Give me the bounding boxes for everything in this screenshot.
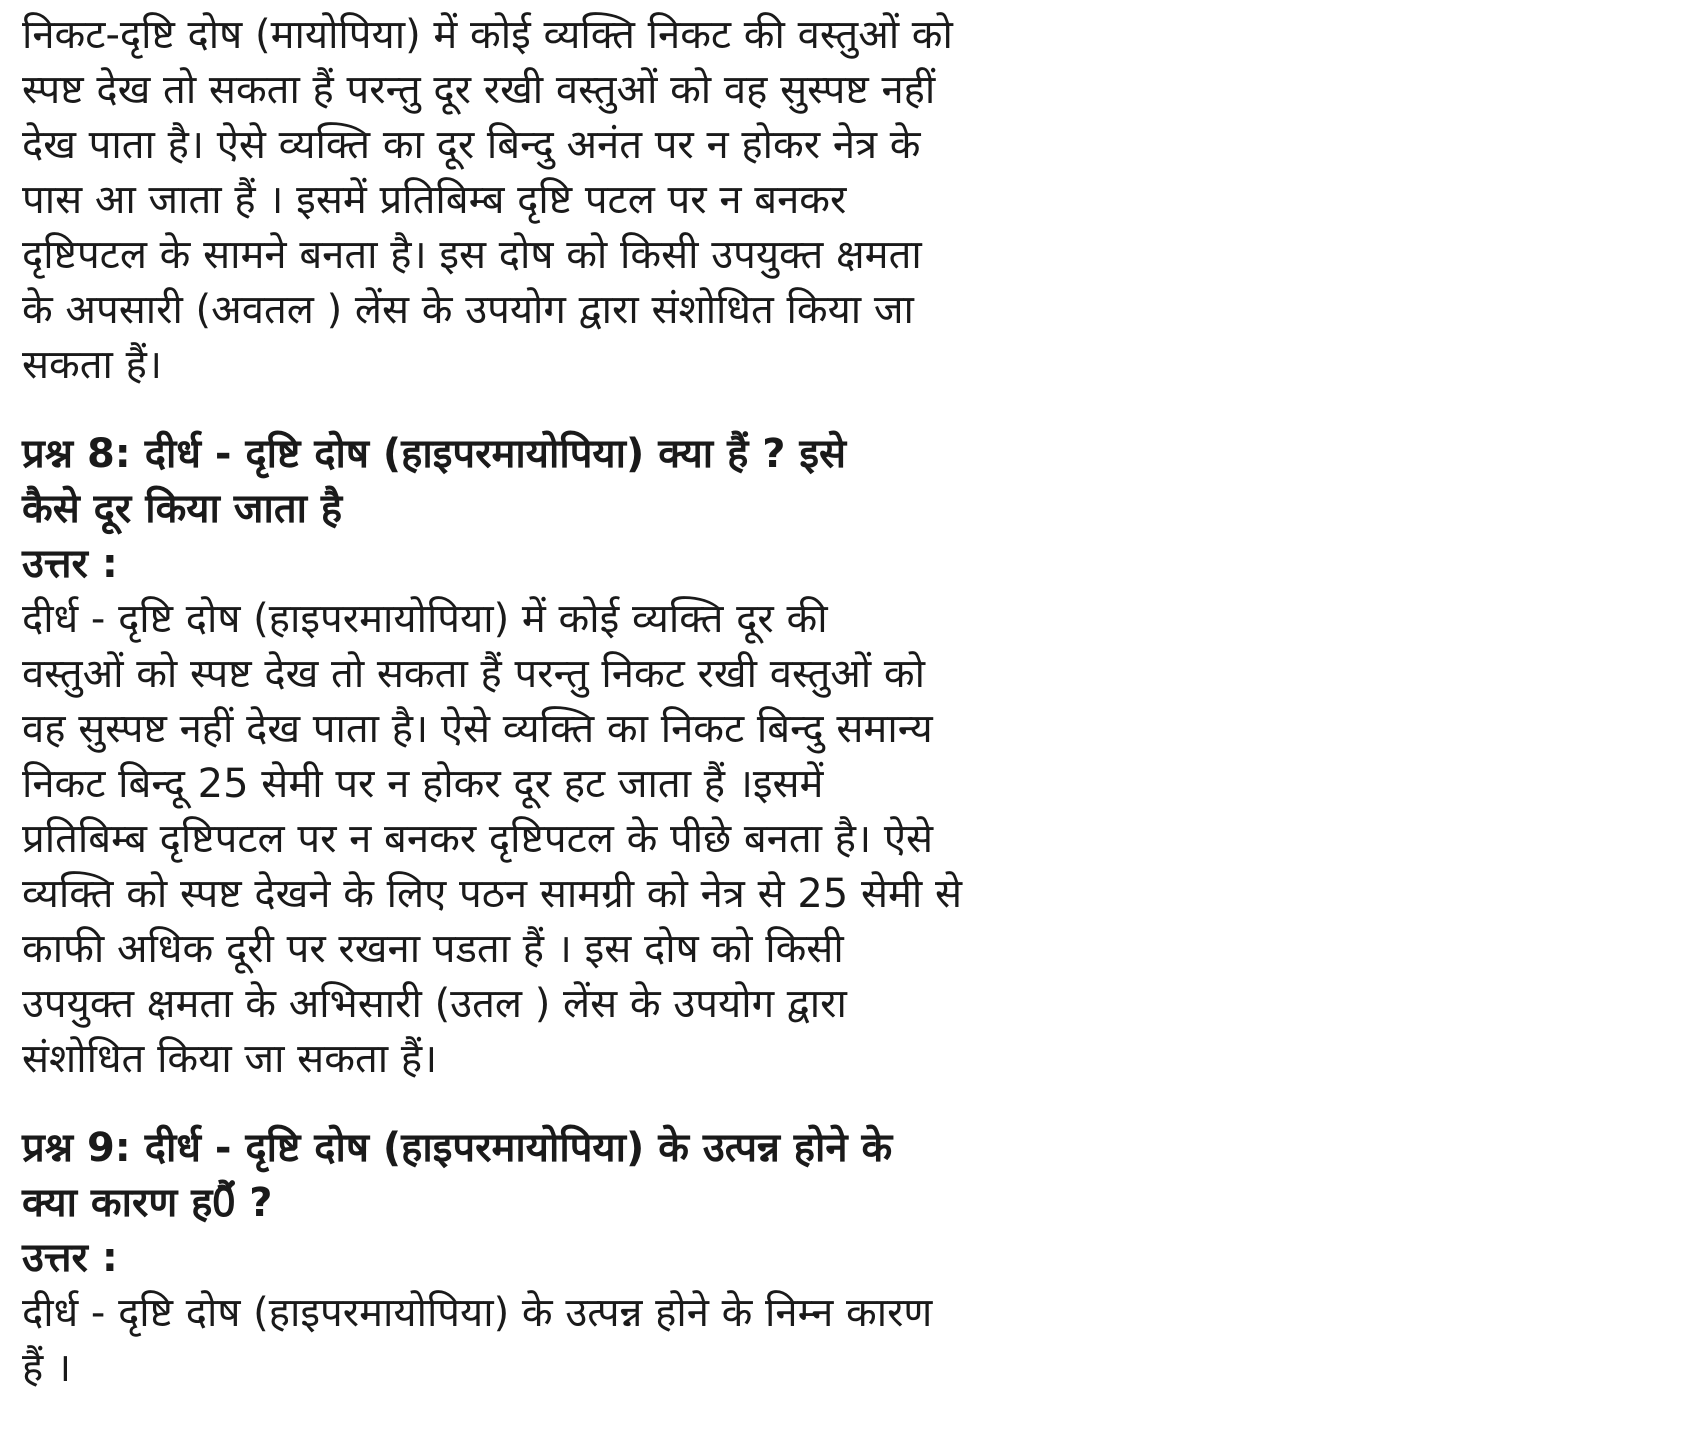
text-line: वस्तुओं को स्पष्ट देख तो सकता हैं परन्तु निकट रखी वस्तुओं को xyxy=(22,651,925,697)
text-line: काफी अधिक दूरी पर रखना पडता हैं । इस दोष को किसी xyxy=(22,926,844,972)
question-line: कैसे दूर किया जाता है xyxy=(22,486,343,532)
text-line: दृष्टिपटल के सामने बनता है। इस दोष को किसी उपयुक्त क्षमता xyxy=(22,232,922,278)
text-line: व्यक्ति को स्पष्ट देखने के लिए पठन सामग्री को नेत्र से 25 सेमी से xyxy=(22,871,963,917)
text-line: दीर्ध - दृष्टि दोष (हाइपरमायोपिया) में कोई व्यक्ति दूर की xyxy=(22,596,828,642)
text-line: दीर्ध - दृष्टि दोष (हाइपरमायोपिया) के उत्पन्न होने के निम्न कारण xyxy=(22,1290,933,1336)
text-line: के अपसारी (अवतल ) लेंस के उपयोग द्वारा संशोधित किया जा xyxy=(22,287,914,333)
text-line: वह सुस्पष्ट नहीं देख पाता है। ऐसे व्यक्ति का निकट बिन्दु समान्य xyxy=(22,706,933,752)
section-gap xyxy=(22,393,1172,427)
answer-label: उत्तर : xyxy=(22,541,118,587)
text-line: संशोधित किया जा सकता हैं। xyxy=(22,1036,438,1082)
answer-label: उत्तर : xyxy=(22,1235,118,1281)
question-line: प्रश्न 9: दीर्ध - दृष्टि दोष (हाइपरमायोपिया) के उत्पन्न होने के xyxy=(22,1125,893,1171)
document-page xyxy=(22,8,1172,1396)
text-line: स्पष्ट देख तो सकता हैं परन्तु दूर रखी वस्तुओं को वह सुस्पष्ट नहीं xyxy=(22,67,936,113)
text-line: प्रतिबिम्ब दृष्टिपटल पर न बनकर दृष्टिपटल के पीछे बनता है। ऐसे xyxy=(22,816,934,862)
section-gap xyxy=(22,1087,1172,1121)
answer-9-paragraph xyxy=(22,1286,1172,1396)
question-8-heading xyxy=(22,427,1172,537)
intro-paragraph xyxy=(22,8,1172,393)
text-line: उपयुक्त क्षमता के अभिसारी (उतल ) लेंस के उपयोग द्वारा xyxy=(22,981,847,1027)
question-9-heading xyxy=(22,1121,1172,1231)
question-line: प्रश्न 8: दीर्ध - दृष्टि दोष (हाइपरमायोपिया) क्या हैं ? इसे xyxy=(22,431,847,477)
text-line: देख पाता है। ऐसे व्यक्ति का दूर बिन्दु अनंत पर न होकर नेत्र के xyxy=(22,122,921,168)
text-line: पास आ जाता हैं । इसमें प्रतिबिम्ब दृष्टि पटल पर न बनकर xyxy=(22,177,847,223)
text-line: निकट-दृष्टि दोष (मायोपिया) में कोई व्यक्ति निकट की वस्तुओं को xyxy=(22,12,953,58)
question-line: क्या कारण ह0ैंं ? xyxy=(22,1180,273,1226)
text-line: हैं । xyxy=(22,1345,72,1391)
text-line: निकट बिन्दू 25 सेमी पर न होकर दूर हट जाता हैं ।इसमें xyxy=(22,761,824,807)
text-line: सकता हैं। xyxy=(22,342,163,388)
answer-8-paragraph xyxy=(22,592,1172,1087)
